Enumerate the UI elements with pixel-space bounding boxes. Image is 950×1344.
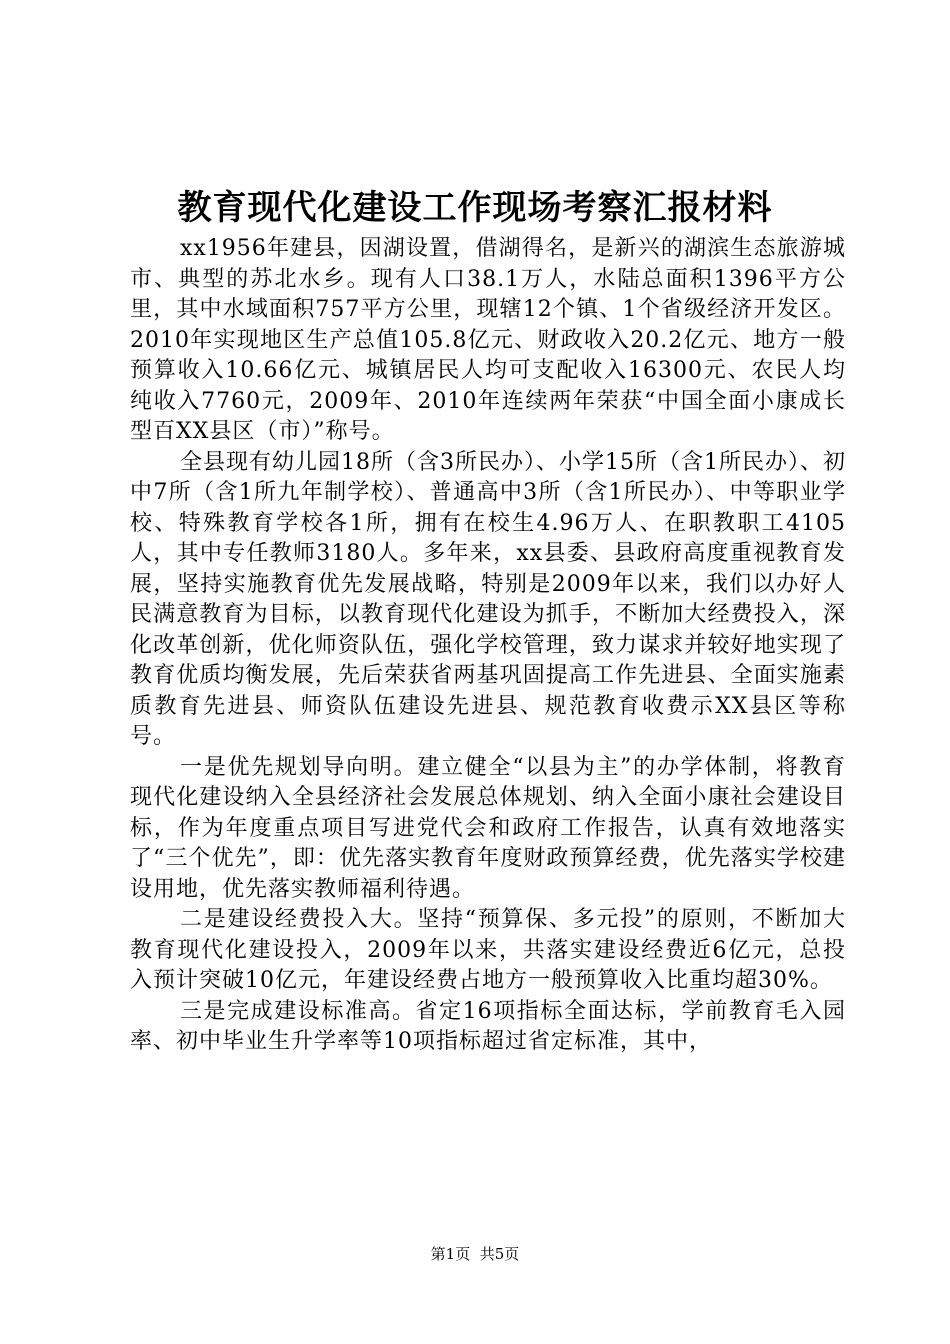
document-body [130,234,846,1058]
paragraph-funding: 二是建设经费投入大。坚持“预算保、多元投”的原则，不断加大教育现代化建设投入，2009年以来，共落实建设经费近6亿元，总投入预计突破10亿元，年建设经费占地方一般预算收入比重均超30%。 [130,907,846,993]
paragraph-standards: 三是完成建设标准高。省定16项指标全面达标，学前教育毛入园率、初中毕业生升学率等10项指标超过省定标准，其中， [130,998,846,1054]
page-footer [0,1244,950,1264]
paragraph-planning: 一是优先规划导向明。建立健全“以县为主”的办学体制，将教育现代化建设纳入全县经济社会发展总体规划、纳入全面小康社会建设目标，作为年度重点项目写进党代会和政府工作报告，认真有效地落实了“三个优先”，即：优先落实教育年度财政预算经费，优先落实学校建设用地，优先落实教师福利待遇。 [130,754,846,902]
document-title: 教育现代化建设工作现场考察汇报材料 [177,188,773,228]
paragraph-overview: xx1956年建县，因湖设置，借湖得名，是新兴的湖滨生态旅游城市、典型的苏北水乡。现有人口38.1万人，水陆总面积1396平方公里，其中水域面积757平方公里，现辖12个镇、1个省级经济开发区。2010年实现地区生产总值105.8亿元、财政收入20.2亿元、地方一般预算收入10.66亿元、城镇居民人均可支配收入16300元、农民人均纯收入7760元，2009年、2010年连续两年荣获“中国全面小康成长型百XX县区（市）”称号。 [130,236,846,444]
paragraph-schools: 全县现有幼儿园18所（含3所民办）、小学15所（含1所民办）、初中7所（含1所九年制学校）、普通高中3所（含1所民办）、中等职业学校、特殊教育学校各1所，拥有在校生4.96万人、在职教职工4105人，其中专任教师3180人。多年来，xx县委、县政府高度重视教育发展，坚持实施教育优先发展战略，特别是2009年以来，我们以办好人民满意教育为目标，以教育现代化建设为抓手，不断加大经费投入，深化改革创新，优化师资队伍，强化学校管理，致力谋求并较好地实现了教育优质均衡发展，先后荣获省两基巩固提高工作先进县、全面实施素质教育先进县、师资队伍建设先进县、规范教育收费示XX县区等称号。 [130,449,847,749]
page-number: 第1页 [430,1245,471,1263]
page-total: 共5页 [479,1245,520,1263]
